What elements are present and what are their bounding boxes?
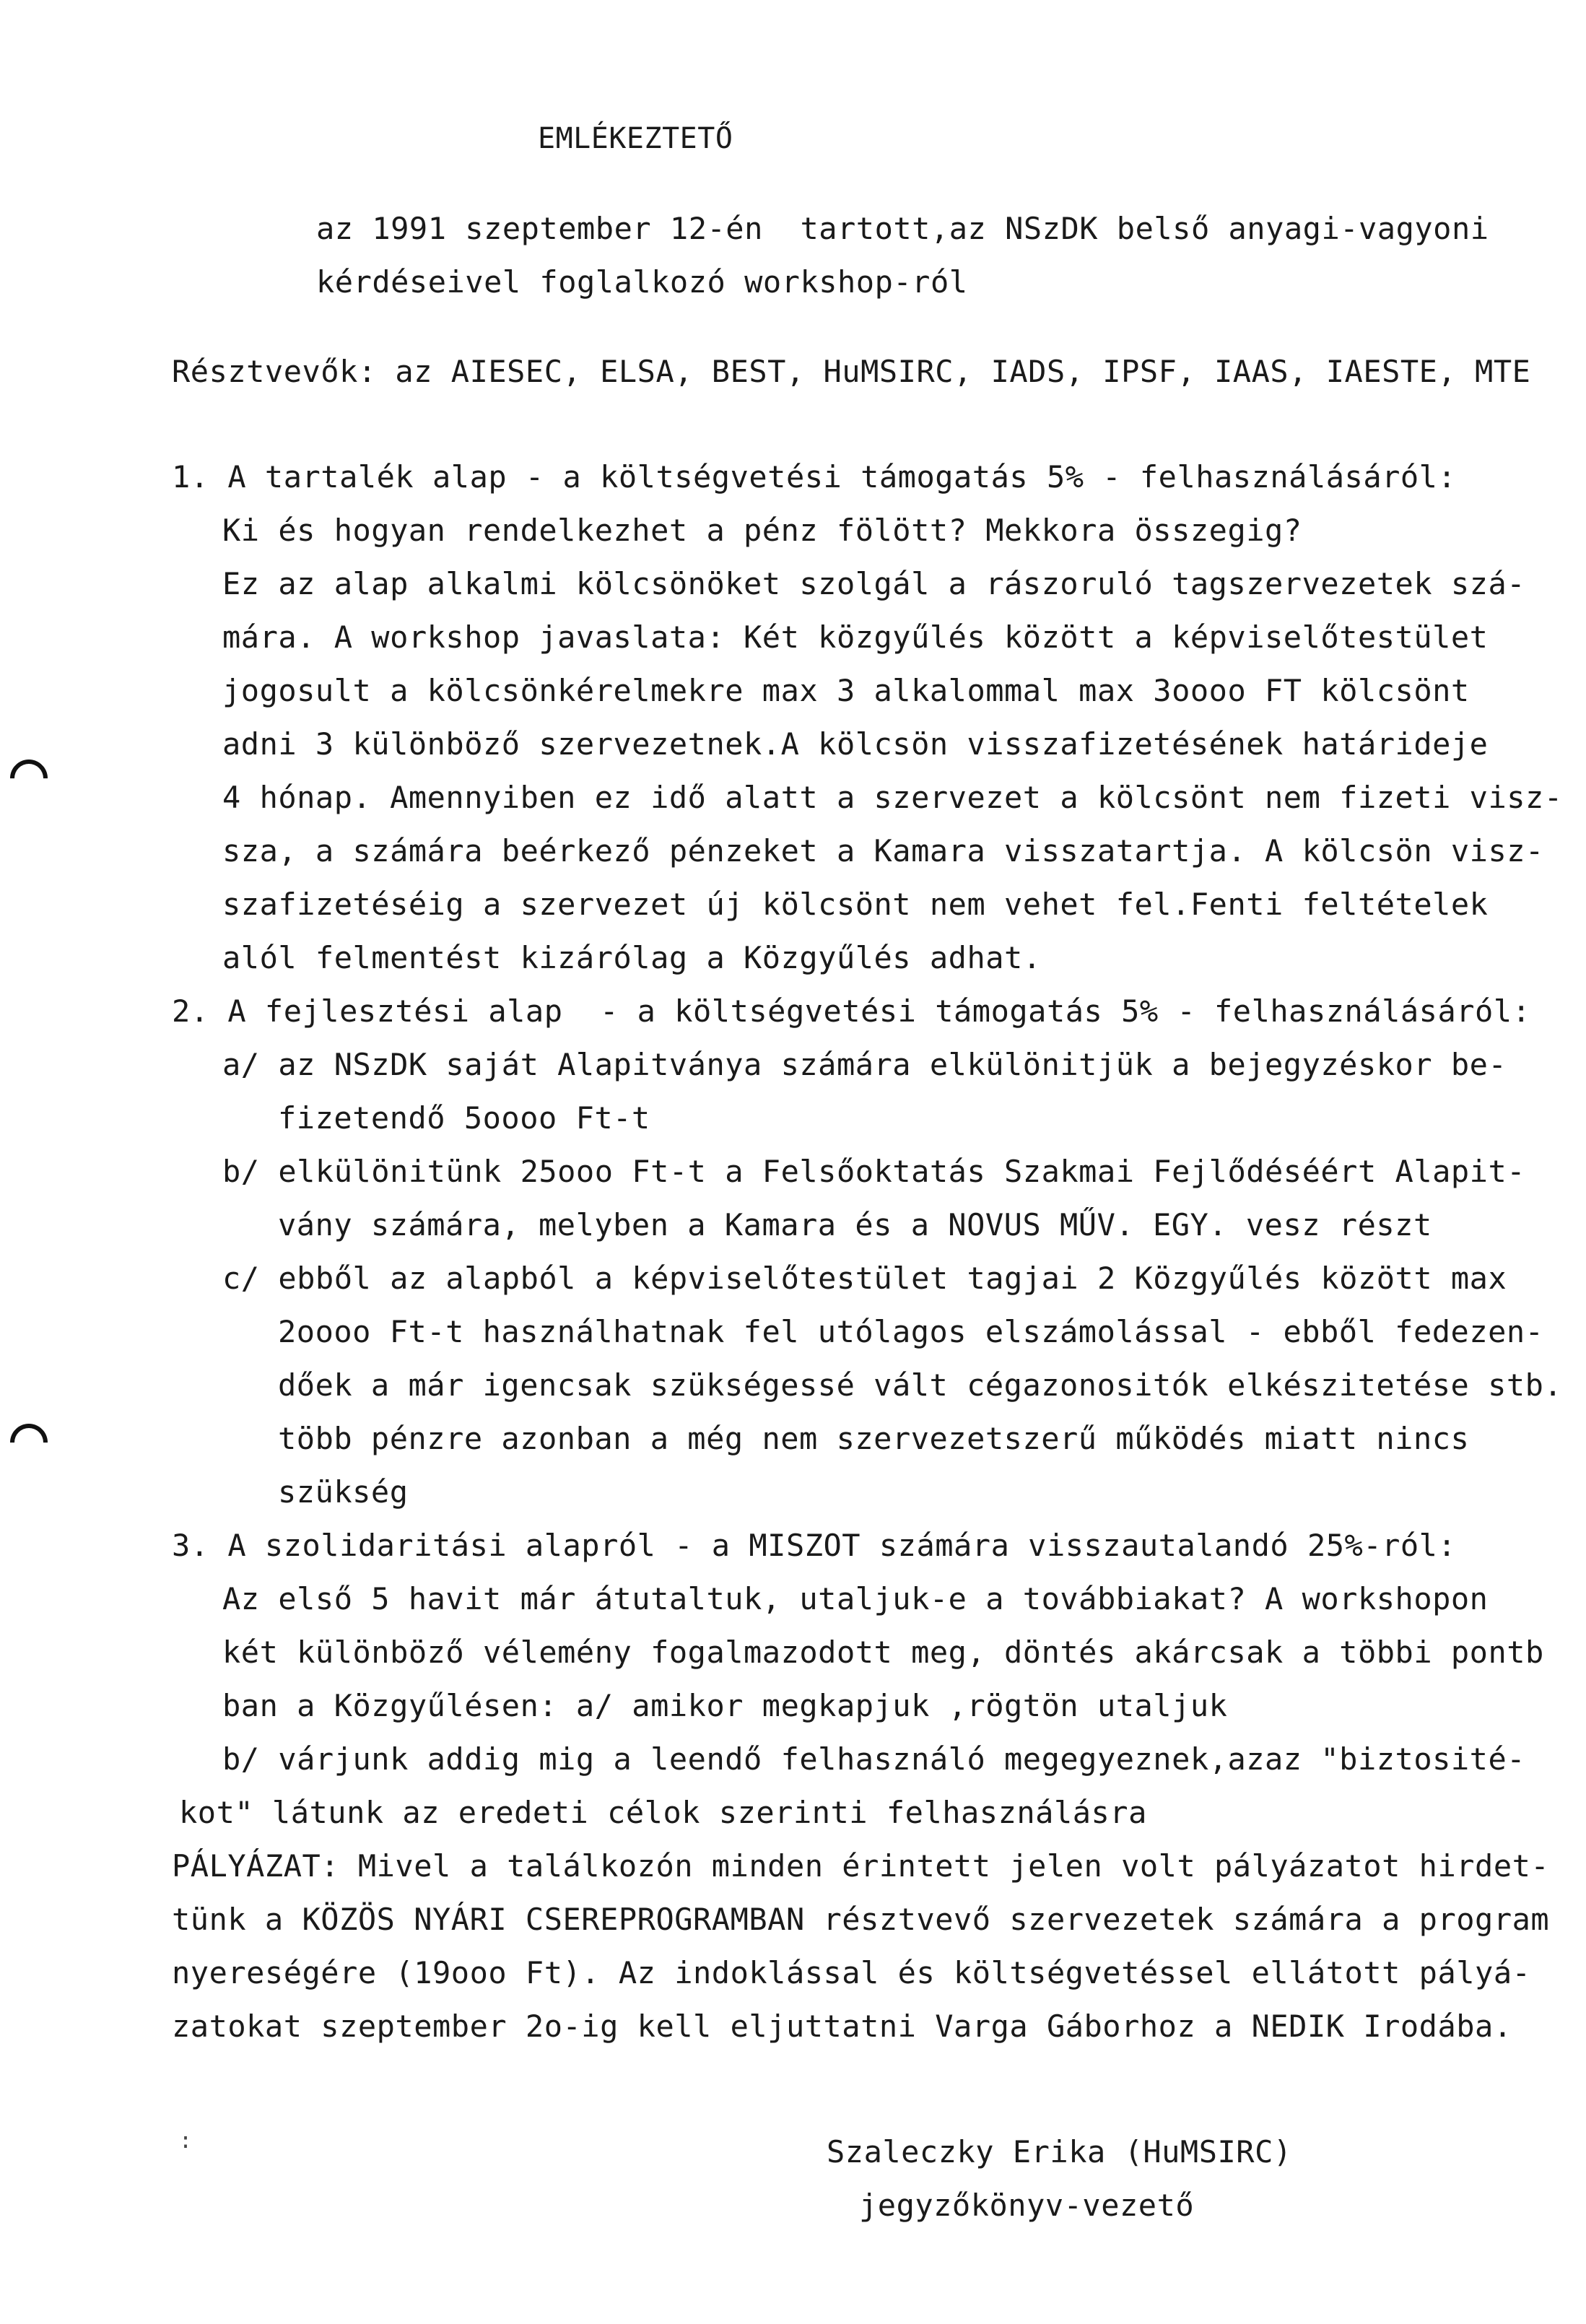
body-line: b/ várjunk addig mig a leendő felhasználó megegyeznek,azaz "biztosité-: [222, 1741, 1526, 1777]
punch-hole-mark: [2, 752, 56, 805]
signature-role: jegyzőkönyv-vezető: [859, 2188, 1195, 2223]
tender-line: zatokat szeptember 2o-ig kell eljuttatni Varga Gáborhoz a NEDIK Irodába.: [172, 2009, 1512, 2044]
body-line: ban a Közgyűlésen: a/ amikor megkapjuk ,rögtön utaljuk: [222, 1688, 1228, 1723]
body-line: szafizetéséig a szervezet új kölcsönt nem vehet fel.Fenti feltételek: [222, 887, 1489, 922]
body-line: alól felmentést kizárólag a Közgyűlés adhat.: [222, 940, 1042, 975]
body-line: mára. A workshop javaslata: Két közgyűlés között a képviselőtestület: [222, 619, 1489, 655]
body-line: több pénzre azonban a még nem szervezetszerű működés miatt nincs: [278, 1421, 1470, 1456]
body-line: kot" látunk az eredeti célok szerinti felhasználásra: [179, 1795, 1147, 1830]
body-line: Ki és hogyan rendelkezhet a pénz fölött? Mekkora összegig?: [222, 513, 1302, 548]
tender-line: nyereségére (19ooo Ft). Az indoklással és költségvetéssel ellátott pályá-: [172, 1955, 1531, 1990]
body-line: szükség: [278, 1474, 409, 1510]
body-line: két különböző vélemény fogalmazodott meg, döntés akárcsak a többi pontb: [222, 1635, 1544, 1670]
tender-line: PÁLYÁZAT: Mivel a találkozón minden érintett jelen volt pályázatot hirdet-: [172, 1848, 1550, 1884]
body-line: 2oooo Ft-t használhatnak fel utólagos elszámolással - ebből fedezen-: [278, 1314, 1544, 1349]
body-line: sza, a számára beérkező pénzeket a Kamara visszatartja. A kölcsön visz-: [222, 833, 1544, 869]
signature-name: Szaleczky Erika (HuMSIRC): [827, 2134, 1292, 2169]
body-line: dőek a már igencsak szükségessé vált cégazonositók elkészitetése stb.: [278, 1367, 1563, 1403]
tender-line: tünk a KÖZÖS NYÁRI CSEREPROGRAMBAN résztvevő szervezetek számára a program: [172, 1902, 1550, 1937]
body-line: vány számára, melyben a Kamara és a NOVUS MŰV. EGY. vesz részt: [278, 1207, 1432, 1242]
body-line: 4 hónap. Amennyiben ez idő alatt a szervezet a kölcsönt nem fizeti visz-: [222, 780, 1563, 815]
body-line: c/ ebből az alapból a képviselőtestület tagjai 2 Közgyűlés között max: [222, 1261, 1507, 1296]
body-line: Ez az alap alkalmi kölcsönöket szolgál a rászoruló tagszervezetek szá-: [222, 566, 1526, 601]
body-line: b/ elkülönitünk 25ooo Ft-t a Felsőoktatás Szakmai Fejlődéséért Alapit-: [222, 1154, 1526, 1189]
body-line: jogosult a kölcsönkérelmekre max 3 alkalommal max 3oooo FT kölcsönt: [222, 673, 1470, 708]
section-heading: 1. A tartalék alap - a költségvetési támogatás 5% - felhasználásáról:: [172, 459, 1457, 495]
body-line: adni 3 különböző szervezetnek.A kölcsön visszafizetésének határideje: [222, 726, 1489, 762]
section-heading: 2. A fejlesztési alap - a költségvetési támogatás 5% - felhasználásáról:: [172, 993, 1531, 1029]
participants-line: Résztvevők: az AIESEC, ELSA, BEST, HuMSIRC, IADS, IPSF, IAAS, IAESTE, MTE: [172, 354, 1531, 389]
section-heading: 3. A szolidaritási alapról - a MISZOT számára visszautalandó 25%-ról:: [172, 1528, 1457, 1563]
punch-hole-mark: [2, 1416, 56, 1469]
subtitle-line: kérdéseivel foglalkozó workshop-ról: [316, 264, 968, 300]
body-line: a/ az NSzDK saját Alapitványa számára elkülönitjük a bejegyzéskor be-: [222, 1047, 1507, 1082]
memo-title: EMLÉKEZTETŐ: [538, 122, 733, 155]
body-line: fizetendő 5oooo Ft-t: [278, 1100, 650, 1136]
subtitle-line: az 1991 szeptember 12-én tartott,az NSzDK belső anyagi-vagyoni: [316, 211, 1489, 246]
scan-speck: :: [179, 2128, 193, 2154]
body-line: Az első 5 havit már átutaltuk, utaljuk-e a továbbiakat? A workshopon: [222, 1581, 1489, 1616]
